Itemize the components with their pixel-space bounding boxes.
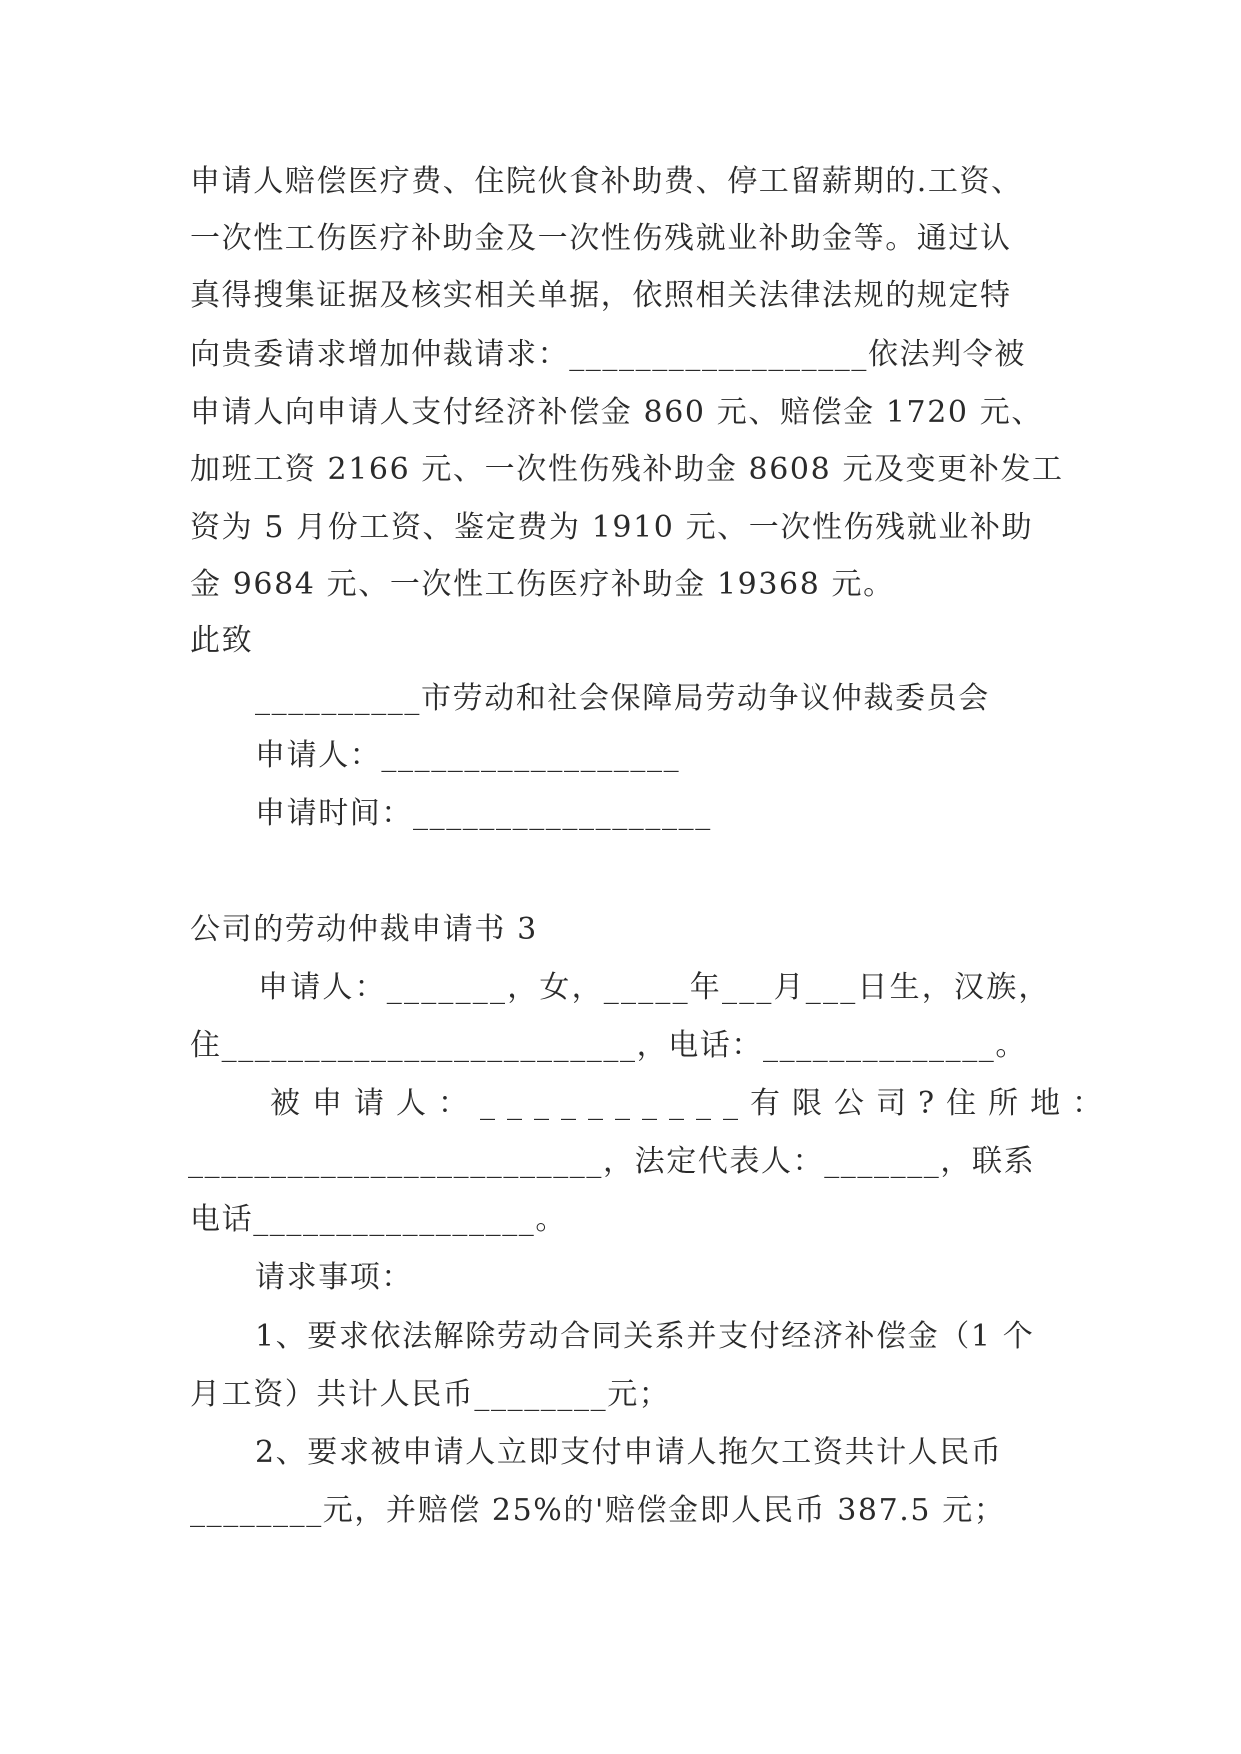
body-text-line: 向贵委请求增加仲裁请求：__________________依法判令被 [190,337,1026,372]
body-text-line: 一次性工伤医疗补助金及一次性伤残就业补助金等。通过认 [190,221,1012,256]
claims-heading: 请求事项： [255,1260,413,1295]
claim-item-1: 1、要求依法解除劳动合同关系并支付经济补偿金（1 个 [255,1319,1035,1354]
applicant-info-line: 申请人：_______，女，_____年___月___日生，汉族， [258,970,1051,1005]
body-text-line: 真得搜集证据及核实相关单据，依照相关法律法规的规定特 [190,278,1012,313]
claim-item-2-continued: ________元，并赔偿 25%的'赔偿金即人民币 387.5 元； [190,1493,1006,1528]
respondent-info-line: 被申请人：__________有限公司?住所地： [270,1086,1115,1121]
application-date-line: 申请时间：__________________ [255,796,712,831]
section-title: 公司的劳动仲裁申请书 3 [190,912,538,947]
body-text-line: 加班工资 2166 元、一次性伤残补助金 8608 元及变更补发工 [190,452,1064,487]
claim-item-2: 2、要求被申请人立即支付申请人拖欠工资共计人民币 [255,1435,1003,1470]
applicant-address-line: 住_________________________，电话：______________。 [190,1028,1027,1063]
body-text-line: 金 9684 元、一次性工伤医疗补助金 19368 元。 [190,567,895,602]
applicant-signature-line: 申请人：__________________ [255,738,681,773]
claim-item-1-continued: 月工资）共计人民币________元； [190,1377,671,1412]
respondent-address-line: _________________________，法定代表人：_______，联系 [188,1144,1036,1179]
body-text-line: 申请人赔偿医疗费、住院伙食补助费、停工留薪期的.工资、 [190,164,1023,199]
recipient-line: __________市劳动和社会保障局劳动争议仲裁委员会 [255,681,990,716]
body-text-line: 资为 5 月份工资、鉴定费为 1910 元、一次性伤残就业补助 [190,510,1034,545]
respondent-phone-line: 电话_________________。 [190,1202,567,1237]
body-text-line: 申请人向申请人支付经济补偿金 860 元、赔偿金 1720 元、 [190,395,1043,430]
salutation: 此致 [190,623,254,658]
